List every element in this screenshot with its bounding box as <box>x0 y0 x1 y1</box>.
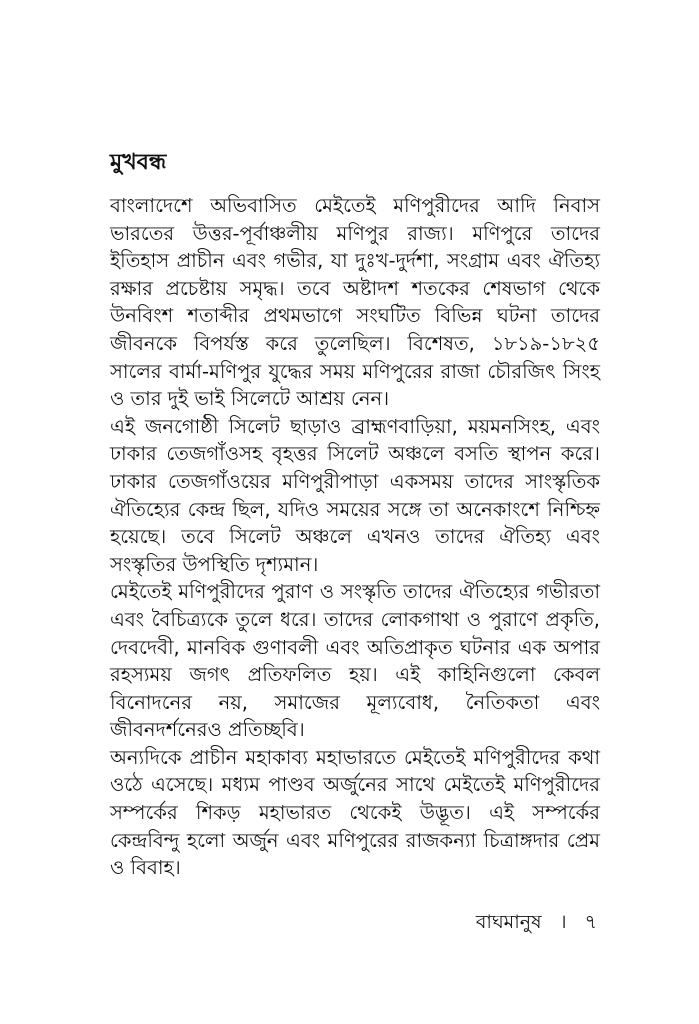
paragraph-1: বাংলাদেশে অভিবাসিত মেইতেই মণিপুরীদের আদি নিবাস ভারতের উত্তর-পূর্বাঞ্চলীয় মণিপুর রাজ্য। মণিপুরে তাদের ইতিহাস প্রাচীন এবং গভীর, যা দুঃখ-দুর্দশা, সংগ্রাম এবং ঐতিহ্য রক্ষার প্রচেষ্টায় সমৃদ্ধ। তবে অষ্টাদশ শতকের শেষভাগ থেকে উনবিংশ শতাব্দীর প্রথমভাগে সংঘটিত বিভিন্ন ঘটনা তাদের জীবনকে বিপর্যস্ত করে তুলেছিল। বিশেষত, ১৮১৯-১৮২৫ সালের বার্মা-মণিপুর যুদ্ধের সময় মণিপুরের রাজা চৌরজিৎ সিংহ ও তার দুই ভাই সিলেটে আশ্রয় নেন। <box>110 194 600 411</box>
paragraph-2: এই জনগোষ্ঠী সিলেট ছাড়াও ব্রাহ্মণবাড়িয়া, ময়মনসিংহ, এবং ঢাকার তেজগাঁওসহ বৃহত্তর সিলেট অঞ্চলে বসতি স্থাপন করে। ঢাকার তেজগাঁওয়ের মণিপুরীপাড়া একসময় তাদের সাংস্কৃতিক ঐতিহ্যের কেন্দ্র ছিল, যদিও সময়ের সঙ্গে তা অনেকাংশে নিশ্চিহ্ন হয়েছে। তবে সিলেট অঞ্চলে এখনও তাদের ঐতিহ্য এবং সংস্কৃতির উপস্থিতি দৃশ্যমান। <box>110 414 600 576</box>
footer-book-title: বাঘমানুষ <box>475 911 542 933</box>
paragraph-3: মেইতেই মণিপুরীদের পুরাণ ও সংস্কৃতি তাদের ঐতিহ্যের গভীরতা এবং বৈচিত্র্যকে তুলে ধরে। তাদের লোকগাথা ও পুরাণে প্রকৃতি, দেবদেবী, মানবিক গুণাবলী এবং অতিপ্রাকৃত ঘটনার এক অপার রহস্যময় জগৎ প্রতিফলিত হয়। এই কাহিনিগুলো কেবল বিনোদনের নয়, সমাজের মূল্যবোধ, নৈতিকতা এবং জীবনদর্শনেরও প্রতিচ্ছবি। <box>110 580 600 742</box>
footer-page-number: ৭ <box>584 911 597 933</box>
footer-separator: । <box>559 911 567 933</box>
page-footer <box>476 908 597 940</box>
paragraph-4: অন্যদিকে প্রাচীন মহাকাব্য মহাভারতে মেইতেই মণিপুরীদের কথা ওঠে এসেছে। মধ্যম পাণ্ডব অর্জুনের সাথে মেইতেই মণিপুরীদের সম্পর্কের শিকড় মহাভারত থেকেই উদ্ভূত। এই সম্পর্কের কেন্দ্রবিন্দু হলো অর্জুন এবং মণিপুরের রাজকন্যা চিত্রাঙ্গদার প্রেম ও বিবাহ। <box>110 745 600 880</box>
page-heading: মুখবন্ধ <box>110 150 167 175</box>
body-text <box>110 192 600 882</box>
